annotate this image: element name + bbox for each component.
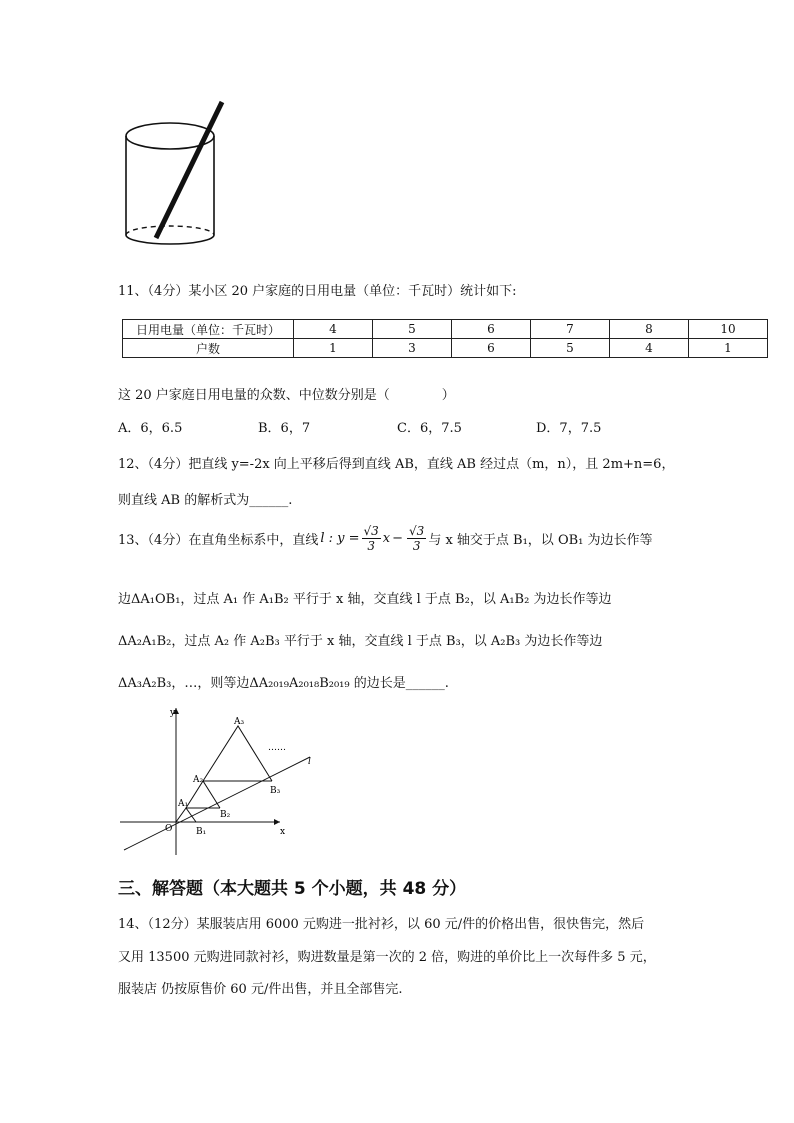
q13-formula-l: l : y =	[320, 531, 360, 546]
q13-geometry-figure	[120, 700, 320, 860]
q13-prefix: 13、（4分）在直角坐标系中，直线	[118, 533, 319, 548]
fraction	[362, 524, 381, 553]
q14-line3: 服装店 仍按原售价 60 元/件出售，并且全部售完.	[118, 982, 403, 997]
table-cell: 4	[610, 339, 689, 358]
q14-line1: 14、（12分）某服装店用 6000 元购进一批衬衫，以 60 元/件的价格出售，很快售完，然后	[118, 917, 645, 932]
point-a3-label: A₃	[234, 717, 245, 727]
q11-option-c: C．6，7.5	[397, 421, 462, 436]
x-axis-label: x	[280, 827, 286, 837]
q14-line2: 又用 13500 元购进同款衬衫，购进数量是第一次的 2 倍，购进的单价比上一次每件多 5 元，	[118, 950, 656, 965]
table-cell: 1	[294, 339, 373, 358]
table-cell: 6	[452, 320, 531, 339]
q12-line1: 12、（4分）把直线 y=-2x 向上平移后得到直线 AB，直线 AB 经过点（m，n），且 2m+n=6，	[118, 457, 675, 472]
q11-option-a: A．6，6.5	[118, 421, 183, 436]
q11-stem: 11、（4分）某小区 20 户家庭的日用电量（单位：千瓦时）统计如下:	[118, 284, 517, 299]
q11-question: 这 20 户家庭日用电量的众数、中位数分别是（ ）	[118, 388, 455, 403]
fraction-numerator: √3	[363, 524, 379, 538]
y-axis-label: y	[170, 708, 176, 718]
q13-line2: 边ΔA₁OB₁，过点 A₁ 作 A₁B₂ 平行于 x 轴，交直线 l 于点 B₂，以 A₁B₂ 为边长作等边	[118, 592, 612, 607]
table-cell: 6	[452, 339, 531, 358]
table-cell: 8	[610, 320, 689, 339]
table-cell: 户数	[123, 339, 294, 358]
point-b1-label: B₁	[196, 827, 207, 837]
q11-option-d: D．7，7.5	[536, 421, 602, 436]
table-cell: 日用电量（单位：千瓦时）	[123, 320, 294, 339]
fraction-denominator: 3	[412, 539, 421, 553]
x-variable: x	[382, 531, 391, 546]
section-title: 三、解答题（本大题共 5 个小题，共 48 分）	[118, 879, 467, 899]
line-l-label: l	[308, 757, 311, 767]
table-cell: 10	[689, 320, 768, 339]
q12-line2: 则直线 AB 的解析式为______.	[118, 493, 293, 508]
q13-line3: ΔA₂A₁B₂，过点 A₂ 作 A₂B₃ 平行于 x 轴，交直线 l 于点 B₃，以 A₂B₃ 为边长作等边	[118, 634, 603, 649]
q11-table	[122, 319, 768, 358]
point-b2-label: B₂	[220, 810, 231, 820]
table-row	[123, 320, 768, 339]
table-cell: 3	[373, 339, 452, 358]
point-a1-label: A₁	[178, 799, 189, 809]
minus-sign: −	[392, 531, 404, 546]
table-cell: 1	[689, 339, 768, 358]
q13-line1	[118, 524, 653, 553]
q13-suffix: 与 x 轴交于点 B₁，以 OB₁ 为边长作等	[428, 533, 653, 548]
ellipsis-label: ……	[268, 743, 286, 753]
table-cell: 5	[373, 320, 452, 339]
table-cell: 4	[294, 320, 373, 339]
table-cell: 5	[531, 339, 610, 358]
fraction-numerator: √3	[409, 524, 425, 538]
cylinder-figure	[118, 98, 238, 258]
q11-option-b: B．6，7	[258, 421, 311, 436]
table-cell: 7	[531, 320, 610, 339]
q13-line4: ΔA₃A₂B₃，…，则等边ΔA₂₀₁₉A₂₀₁₈B₂₀₁₉ 的边长是______.	[118, 676, 449, 691]
fraction	[407, 524, 426, 553]
point-b3-label: B₃	[270, 786, 281, 796]
origin-label: O	[165, 824, 173, 834]
table-row	[123, 339, 768, 358]
point-a2-label: A₂	[193, 775, 204, 785]
fraction-denominator: 3	[367, 539, 375, 553]
